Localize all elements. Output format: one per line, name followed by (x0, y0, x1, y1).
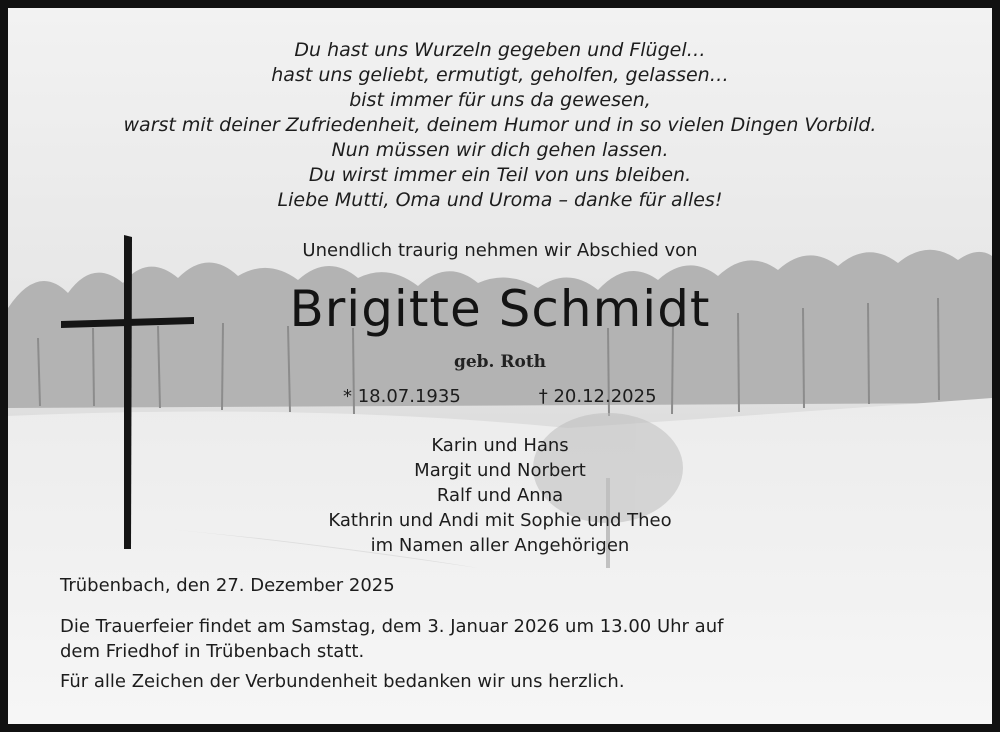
birth-date: * 18.07.1935 (343, 386, 461, 407)
death-date: † 20.12.2025 (538, 386, 657, 407)
mourners-list (8, 433, 992, 558)
life-dates (343, 386, 657, 407)
poem-line: hast uns geliebt, ermutigt, geholfen, gelassen… (271, 64, 729, 86)
mourner-entry: Margit und Norbert (414, 460, 586, 481)
thanks-note: Für alle Zeichen der Verbundenheit bedanken wir uns herzlich. (60, 671, 625, 692)
birth-name: geb. Roth (453, 352, 547, 372)
poem (8, 38, 992, 213)
mourner-entry: Ralf und Anna (436, 485, 564, 506)
poem-line: Nun müssen wir dich gehen lassen. (331, 139, 669, 161)
place-and-date: Trübenbach, den 27. Dezember 2025 (60, 575, 395, 596)
deceased-name: Brigitte Schmidt (289, 280, 711, 338)
poem-line: Liebe Mutti, Oma und Uroma – danke für alles! (277, 189, 723, 211)
poem-line: warst mit deiner Zufriedenheit, deinem Humor und in so vielen Dingen Vorbild. (123, 114, 877, 136)
poem-line: bist immer für uns da gewesen, (349, 89, 651, 111)
poem-line: Du hast uns Wurzeln gegeben und Flügel… (294, 39, 706, 61)
poem-line: Du wirst immer ein Teil von uns bleiben. (308, 164, 692, 186)
mourner-entry: Karin und Hans (431, 435, 569, 456)
farewell-intro: Unendlich traurig nehmen wir Abschied von (302, 240, 698, 261)
funeral-line: Die Trauerfeier findet am Samstag, dem 3. Januar 2026 um 13.00 Uhr auf (60, 616, 724, 637)
mourner-entry: im Namen aller Angehörigen (370, 535, 630, 556)
funeral-line: dem Friedhof in Trübenbach statt. (60, 641, 365, 662)
funeral-notice (60, 614, 860, 664)
mourner-entry: Kathrin und Andi mit Sophie und Theo (328, 510, 672, 531)
